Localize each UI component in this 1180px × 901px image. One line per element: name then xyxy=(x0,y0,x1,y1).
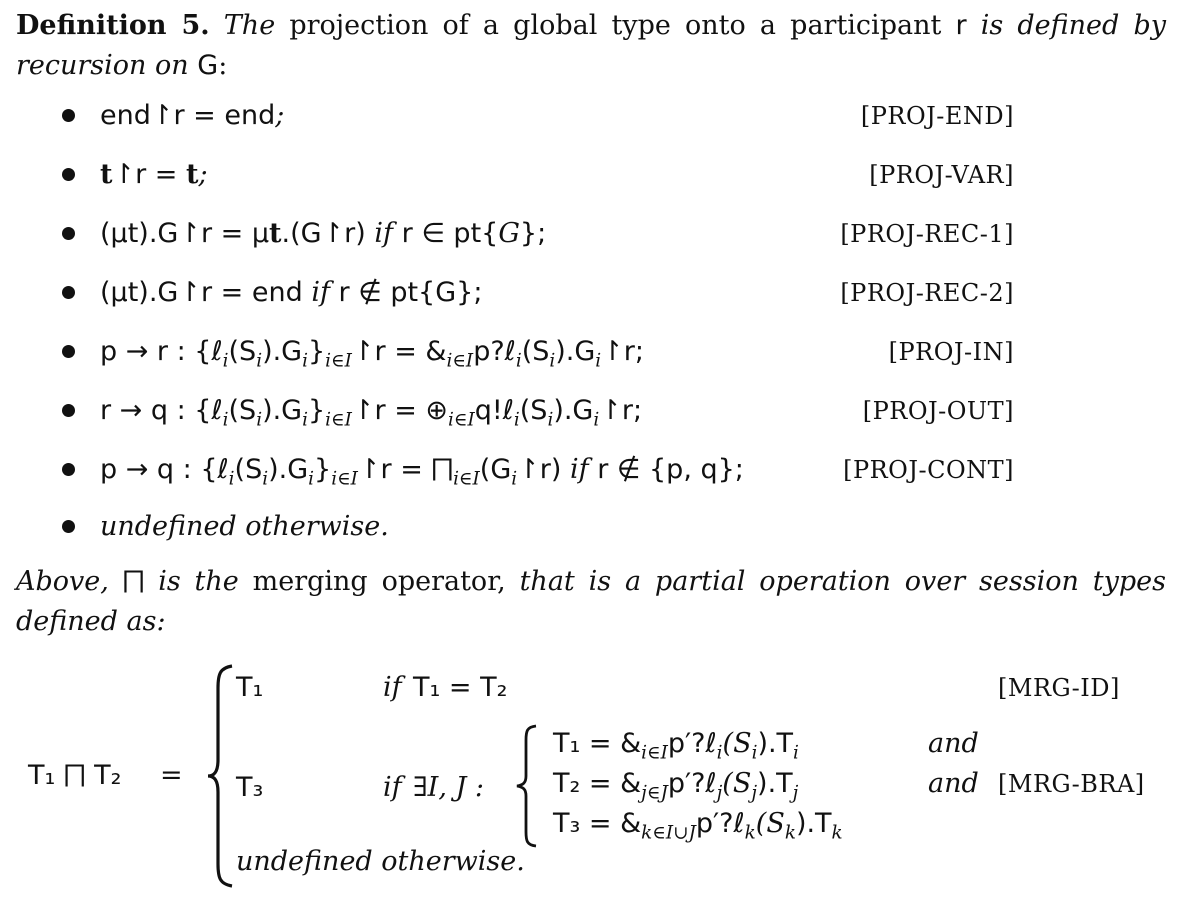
formula-sub: i xyxy=(222,409,229,431)
formula-text: (S xyxy=(234,454,263,485)
formula-sub: i xyxy=(308,468,315,490)
inner-brace xyxy=(515,724,539,848)
rule-tag-proj-var: [PROJ-VAR] xyxy=(869,161,1014,189)
definition-label: Definition 5. xyxy=(16,10,210,41)
formula-sub: i∈I xyxy=(325,409,352,431)
formula-if: if xyxy=(569,454,589,485)
formula-sub: i xyxy=(262,468,269,490)
formula-proj-in xyxy=(100,332,644,372)
formula-sub: i xyxy=(302,350,308,372)
definition-line-1 xyxy=(16,6,1166,46)
case1-value: T₁ xyxy=(236,672,264,703)
line-sub: j xyxy=(792,782,799,804)
formula-if: if xyxy=(311,277,330,308)
definition-text-the: The xyxy=(223,10,276,41)
formula-text: } xyxy=(307,336,326,367)
merging-line-1 xyxy=(16,562,1166,602)
formula-sub: i xyxy=(511,468,518,490)
case2-line-3 xyxy=(553,804,843,844)
formula-text: (S xyxy=(228,395,257,426)
bullet-proj-rec-2 xyxy=(62,273,1014,313)
formula-text: (S xyxy=(228,336,257,367)
case2-line-2 xyxy=(553,764,798,804)
case2-value: T₃ xyxy=(236,772,264,803)
bullet-dot xyxy=(62,520,75,533)
formula-proj-rec-1 xyxy=(100,214,546,254)
formula-proj-rec-2 xyxy=(100,273,482,313)
formula-sub: i∈I xyxy=(448,409,475,431)
formula-text: p?ℓ xyxy=(473,336,516,367)
meet-operator: ⨅ xyxy=(122,566,145,597)
line-sub: j∈J xyxy=(641,782,668,804)
bullet-dot xyxy=(62,227,75,240)
formula-text: ).G xyxy=(555,336,596,367)
line-sub: i xyxy=(751,742,758,764)
formula-text: .(G↾r) xyxy=(281,218,366,249)
definition-line-2 xyxy=(16,46,1166,86)
line-sub: i∈I xyxy=(641,742,668,764)
formula-text: ↾r = ⨅ xyxy=(357,454,454,485)
bullet-dot xyxy=(62,345,75,358)
formula-sub: i xyxy=(547,409,554,431)
formula-text: }; xyxy=(519,218,547,249)
bullet-proj-rec-1 xyxy=(62,214,1014,254)
formula-text: ↾r = & xyxy=(351,336,447,367)
line-sub: k xyxy=(744,822,756,844)
formula-text: t xyxy=(269,218,282,249)
merging-line-2: defined as: xyxy=(16,606,166,637)
line-text: (S xyxy=(722,768,752,799)
definition-paragraph xyxy=(16,6,1166,86)
line-text: T₁ = & xyxy=(553,728,642,759)
formula-text: ↾r = ⊕ xyxy=(351,395,449,426)
formula-sub: i xyxy=(256,409,263,431)
formula-text: ).G xyxy=(262,336,303,367)
formula-sub: i xyxy=(222,350,229,372)
formula-sub: i xyxy=(228,468,235,490)
formula-text: } xyxy=(314,454,332,485)
rule-tag-proj-rec-1: [PROJ-REC-1] xyxy=(840,220,1014,248)
case2-line-1 xyxy=(553,724,799,764)
line-text: T₃ = & xyxy=(553,808,642,839)
case2-and-1: and xyxy=(928,728,979,759)
formula-sub: i xyxy=(515,350,522,372)
definition-text-defined-by: is defined by xyxy=(980,10,1166,41)
formula-text: r ∉ pt{G}; xyxy=(338,277,483,308)
formula-text: (G xyxy=(479,454,512,485)
formula-sub: i xyxy=(302,409,308,431)
formula-proj-var xyxy=(100,155,208,195)
formula-proj-out xyxy=(100,391,642,431)
cases-brace xyxy=(206,664,236,888)
merging-text-above: Above, xyxy=(16,566,109,597)
line-text: p′?ℓ xyxy=(695,808,745,839)
rule-tag-mrg-bra: [MRG-BRA] xyxy=(998,770,1145,798)
merging-text-operator: merging operator, xyxy=(252,566,506,597)
merge-lhs: T₁ ⨅ T₂ xyxy=(28,760,122,791)
formula-text: G xyxy=(498,218,520,249)
bullet-dot xyxy=(62,286,75,299)
formula-text: ).G xyxy=(262,395,303,426)
formula-text: ; xyxy=(275,100,285,131)
formula-sub: i xyxy=(593,409,600,431)
formula-if: if xyxy=(374,218,394,249)
rule-tag-proj-in: [PROJ-IN] xyxy=(888,338,1014,366)
formula-proj-cont xyxy=(100,450,744,490)
line-text: (S xyxy=(722,728,752,759)
formula-text: } xyxy=(307,395,326,426)
formula-text: p → q : {ℓ xyxy=(100,454,229,485)
formula-text: r → q : {ℓ xyxy=(100,395,223,426)
merging-text-partial: that is a partial operation over session types xyxy=(519,566,1166,597)
line-text: p′?ℓ xyxy=(667,728,717,759)
case2-exists xyxy=(413,768,484,808)
bullet-proj-in xyxy=(62,332,1014,372)
formula-text: ).G xyxy=(553,395,594,426)
line-text: T₂ = & xyxy=(553,768,642,799)
line-text: ).T xyxy=(795,808,832,839)
formula-text: ↾r; xyxy=(599,395,643,426)
line-sub: k xyxy=(831,822,843,844)
bullet-proj-out xyxy=(62,391,1014,431)
formula-text: (S xyxy=(519,395,548,426)
formula-text: ; xyxy=(198,159,208,190)
formula-sub: i∈I xyxy=(453,468,480,490)
case1-if: if xyxy=(383,672,402,703)
line-sub: i xyxy=(793,742,799,764)
participant-r: r xyxy=(955,10,967,41)
formula-sub: i∈I xyxy=(325,350,352,372)
definition-text-recursion: recursion on xyxy=(16,50,189,81)
rule-tag-mrg-id: [MRG-ID] xyxy=(998,674,1120,702)
rule-tag-proj-end: [PROJ-END] xyxy=(860,102,1014,130)
exists-text: ∃I, J : xyxy=(413,772,484,803)
line-sub: j xyxy=(751,782,758,804)
formula-text: (S xyxy=(521,336,550,367)
formula-sub: i xyxy=(595,350,602,372)
formula-text: t xyxy=(186,159,199,190)
merging-paragraph xyxy=(16,562,1166,642)
bullet-dot xyxy=(62,463,75,476)
definition-text-projection: projection of a global type onto a participant xyxy=(289,10,942,41)
case2-if: if xyxy=(383,772,402,803)
bullet-proj-end xyxy=(62,96,1014,136)
case1-condition: T₁ = T₂ xyxy=(413,672,508,703)
merging-text-is-the: is the xyxy=(158,566,239,597)
bullet-proj-cont xyxy=(62,450,1014,490)
rule-tag-proj-out: [PROJ-OUT] xyxy=(862,397,1014,425)
formula-text: ↾r = xyxy=(112,159,186,190)
line-sub: k∈I∪J xyxy=(641,822,696,844)
bullet-proj-var xyxy=(62,155,1014,195)
merge-equals: = xyxy=(160,760,183,791)
case3-undefined: undefined otherwise. xyxy=(236,846,525,877)
formula-sub: i∈I xyxy=(446,350,474,372)
bullet-dot xyxy=(62,404,75,417)
rule-tag-proj-cont: [PROJ-CONT] xyxy=(843,456,1014,484)
formula-text: ).G xyxy=(268,454,309,485)
line-sub: j xyxy=(716,782,723,804)
formula-text: (μt).G↾r = μ xyxy=(100,218,270,249)
global-type-G: G xyxy=(197,50,219,81)
line-text: p′?ℓ xyxy=(667,768,717,799)
bullet-undefined xyxy=(62,507,1014,547)
line-text: (S xyxy=(755,808,785,839)
formula-text: end↾r = end xyxy=(100,100,276,131)
formula-text: (μt).G↾r = end xyxy=(100,277,303,308)
line-sub: i xyxy=(716,742,723,764)
formula-sub: i xyxy=(549,350,556,372)
case2-and-2: and xyxy=(928,768,979,799)
line-sub: k xyxy=(784,822,796,844)
formula-proj-end xyxy=(100,96,284,136)
line-text: ).T xyxy=(757,768,793,799)
definition-colon: : xyxy=(218,50,228,81)
bullet-dot xyxy=(62,109,75,122)
formula-text: q!ℓ xyxy=(474,395,514,426)
line-text: ).T xyxy=(757,728,794,759)
formula-text: t xyxy=(100,159,113,190)
formula-text: ↾r; xyxy=(601,336,644,367)
formula-sub: i xyxy=(256,350,263,372)
bullet-dot xyxy=(62,168,75,181)
formula-text: r ∉ {p, q}; xyxy=(597,454,744,485)
rule-tag-proj-rec-2: [PROJ-REC-2] xyxy=(840,279,1014,307)
merge-equation xyxy=(0,650,1180,890)
formula-text: p → r : {ℓ xyxy=(100,336,223,367)
formula-sub: i xyxy=(513,409,520,431)
formula-sub: i∈I xyxy=(331,468,358,490)
formula-text: r ∈ pt{ xyxy=(401,218,499,249)
formula-text: ↾r) xyxy=(517,454,562,485)
formula-undefined: undefined otherwise. xyxy=(100,511,389,542)
